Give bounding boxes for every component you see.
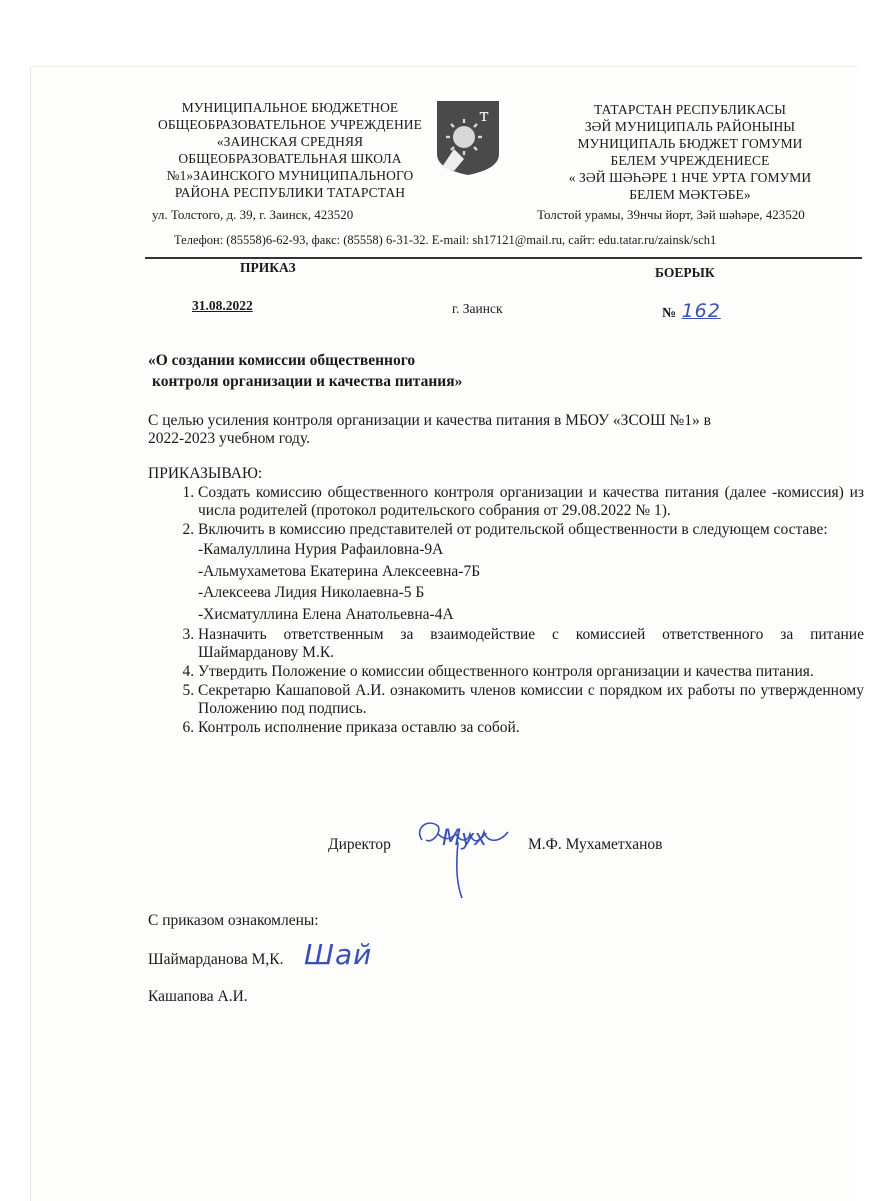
order-intro bbox=[148, 412, 711, 448]
order-city: г. Заинск bbox=[452, 301, 503, 316]
header-left-line: РАЙОНА РЕСПУБЛИКИ ТАТАРСТАН bbox=[174, 185, 406, 200]
order-item: 3. Назначить ответственным за взаимодействие с комиссией ответственного за питание Шаймарданову М.К. bbox=[198, 626, 864, 662]
header-right-line: МУНИЦИПАЛЬ БЮДЖЕТ ГОМУМИ bbox=[577, 136, 803, 151]
order-number bbox=[662, 300, 721, 322]
order-item: 1. Создать комиссию общественного контроля организации и качества питания (далее -комиссия) из числа родителей (протокол родительского собрания от 29.08.2022 № 1). bbox=[198, 484, 864, 520]
header-divider bbox=[145, 257, 862, 259]
member: -Алексеева Лидия Николаевна-5 Б bbox=[198, 584, 425, 601]
header-right-line: ЗӘЙ МУНИЦИПАЛЬ РАЙОНЫНЫ bbox=[584, 119, 796, 134]
header-left-line: ОБЩЕОБРАЗОВАТЕЛЬНОЕ УЧРЕЖДЕНИЕ bbox=[157, 117, 422, 132]
member: -Хисматуллина Елена Анатольевна-4А bbox=[198, 605, 454, 623]
order-item bbox=[198, 521, 864, 625]
ack-title: С приказом ознакомлены: bbox=[148, 912, 319, 929]
ack-person: Шаймарданова М,К. bbox=[148, 951, 284, 968]
right-address: Толстой урамы, 39нчы йорт, Зәй шәһәре, 423520 bbox=[537, 207, 805, 222]
person1-signature: Шай bbox=[304, 938, 373, 971]
subject-line: контроля организации и качества питания» bbox=[152, 373, 463, 390]
order-item: 4. Утвердить Положение о комиссии общественного контроля организации и качества питания. bbox=[198, 663, 864, 681]
number-value: 162 bbox=[681, 300, 721, 322]
intro-line: С целью усиления контроля организации и качества питания в МБОУ «ЗСОШ №1» в bbox=[148, 412, 711, 429]
member: -Камалуллина Нурия Рафаиловна-9А bbox=[198, 541, 444, 558]
order-word: ПРИКАЗЫВАЮ: bbox=[148, 465, 263, 482]
director-signature bbox=[412, 812, 522, 902]
order-item: 6. Контроль исполнение приказа оставлю за собой. bbox=[198, 719, 864, 737]
contacts-line: Телефон: (85558)6-62-93, факс: (85558) 6-31-32. E-mail: sh17121@mail.ru, сайт: edu.tatar.ru/zainsk/sch1 bbox=[174, 233, 717, 247]
signature-name: М.Ф. Мухаметханов bbox=[528, 836, 663, 853]
subject-line: «О создании комиссии общественного bbox=[148, 352, 416, 369]
order-item-text: Включить в комиссию представителей от родительской общественности в следующем составе: bbox=[198, 521, 828, 538]
left-address: ул. Толстого, д. 39, г. Заинск, 423520 bbox=[152, 207, 354, 222]
order-items bbox=[148, 484, 864, 738]
order-subject bbox=[148, 350, 462, 392]
order-title-ru: ПРИКАЗ bbox=[240, 260, 296, 275]
header-left-line: «ЗАИНСКАЯ СРЕДНЯЯ bbox=[216, 134, 364, 149]
director-signature-text: Мух bbox=[442, 826, 488, 851]
order-date: 31.08.2022 bbox=[192, 298, 253, 313]
municipal-logo bbox=[434, 99, 502, 177]
header-left-line: №1»ЗАИНСКОГО МУНИЦИПАЛЬНОГО bbox=[166, 168, 414, 183]
number-label: № bbox=[662, 306, 677, 321]
header-left-line: ОБЩЕОБРАЗОВАТЕЛЬНАЯ ШКОЛА bbox=[178, 151, 402, 166]
header-right-org bbox=[540, 101, 840, 203]
intro-line: 2022-2023 учебном году. bbox=[148, 430, 311, 447]
header-left-org bbox=[150, 99, 430, 201]
header-right-line: « ЗӘЙ ШӘҺӘРЕ 1 НЧЕ УРТА ГОМУМИ bbox=[568, 170, 812, 185]
signature-role: Директор bbox=[328, 836, 391, 853]
header-right-line: БЕЛЕМ УЧРЕЖДЕНИЕСЕ bbox=[610, 153, 770, 168]
header-right-line: БЕЛЕМ МӘКТӘБЕ» bbox=[629, 187, 751, 202]
order-item: 5. Секретарю Кашаповой А.И. ознакомить членов комиссии с порядком их работы по утвержденному Положению под подпись. bbox=[198, 682, 864, 718]
header-left-line: МУНИЦИПАЛЬНОЕ БЮДЖЕТНОЕ bbox=[181, 100, 399, 115]
header-right-line: ТАТАРСТАН РЕСПУБЛИКАСЫ bbox=[593, 102, 787, 117]
logo-letter: т bbox=[479, 105, 489, 126]
member: -Альмухаметова Екатерина Алексеевна-7Б bbox=[198, 562, 481, 580]
ack-person: Кашапова А.И. bbox=[148, 988, 248, 1005]
order-title-tt: БОЕРЫК bbox=[655, 265, 715, 280]
